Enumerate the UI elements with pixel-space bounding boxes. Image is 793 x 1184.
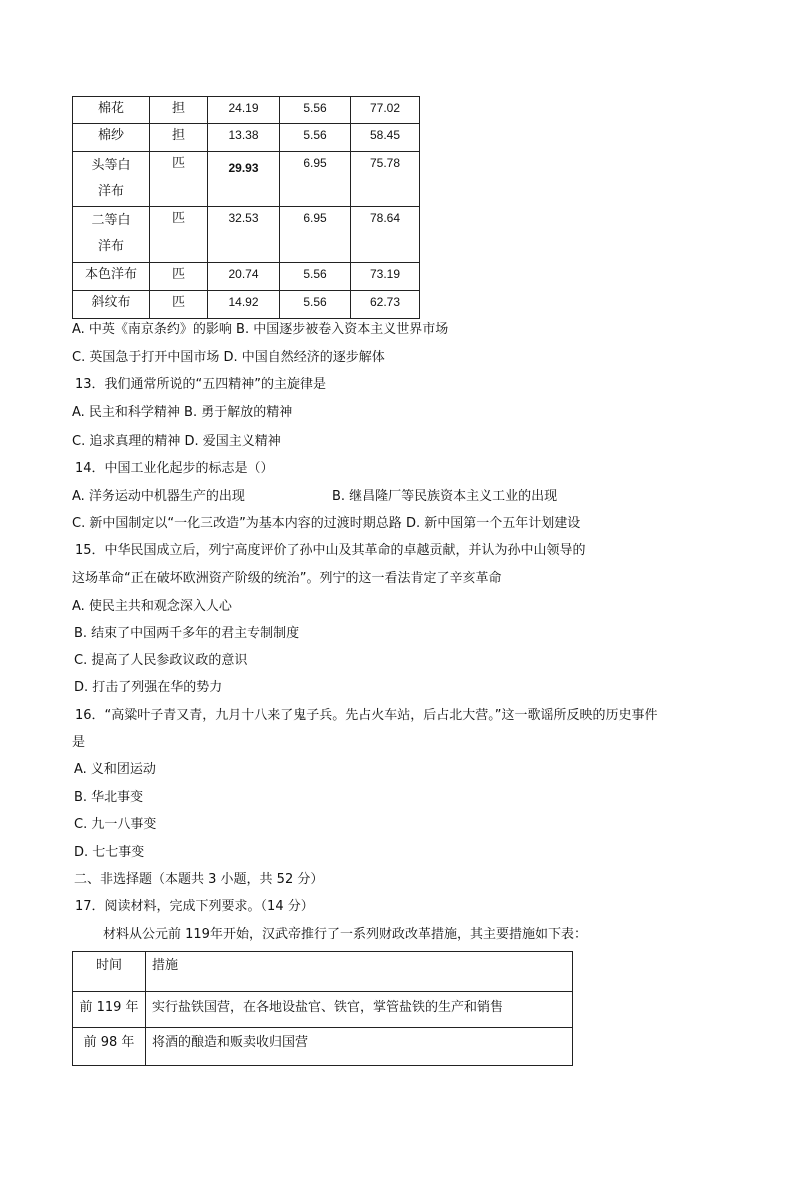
q16-option-b: B. 华北事变 [74, 790, 144, 805]
value-cell: 20.74 [208, 263, 280, 291]
q14-stem: 14．中国工业化起步的标志是（） [75, 461, 274, 476]
item-unit: 匹 [150, 291, 208, 319]
q13-options-ab: A. 民主和科学精神 B. 勇于解放的精神 [72, 405, 293, 420]
item-name-line: 头等白 [91, 158, 131, 173]
q15-option-d: D. 打击了列强在华的势力 [74, 680, 223, 695]
value-cell: 5.56 [280, 291, 351, 319]
q16-option-a: A. 义和团运动 [74, 762, 156, 777]
item-name [73, 97, 150, 124]
value-cell: 14.92 [208, 291, 280, 319]
q15-option-a: A. 使民主共和观念深入人心 [72, 599, 232, 614]
item-name [73, 152, 150, 207]
item-unit: 担 [150, 97, 208, 124]
item-name-text: 斜纹布 [91, 295, 131, 310]
value-cell: 5.56 [280, 97, 351, 124]
q13-stem: 13．我们通常所说的“五四精神”的主旋律是 [75, 377, 327, 392]
value-cell: 58.45 [351, 124, 420, 152]
time-cell: 前 98 年 [73, 1028, 146, 1066]
item-name-text: 棉纱 [97, 128, 124, 143]
item-unit: 匹 [150, 207, 208, 263]
price-table [72, 96, 420, 319]
q17-stem: 17．阅读材料，完成下列要求。（14 分） [75, 899, 314, 914]
q17-material: 材料从公元前 119年开始，汉武帝推行了一系列财政改革措施，其主要措施如下表： [103, 927, 587, 942]
table-row [73, 291, 420, 319]
q16-option-d: D. 七七事变 [74, 845, 145, 860]
item-name-text: 本色洋布 [84, 267, 137, 282]
header-time: 时间 [73, 952, 146, 992]
q16-option-c: C. 九一八事变 [74, 817, 157, 832]
value-cell: 24.19 [208, 97, 280, 124]
q12-options-cd: C. 英国急于打开中国市场 D. 中国自然经济的逐步解体 [72, 350, 385, 365]
table-row [73, 1028, 573, 1066]
table-row [73, 207, 420, 263]
value-cell: 62.73 [351, 291, 420, 319]
table-row [73, 263, 420, 291]
table-header-row [73, 952, 573, 992]
value-cell: 5.56 [280, 263, 351, 291]
q15-stem-line2: 这场革命“正在破坏欧洲资产阶级的统治”。列宁的这一看法肯定了辛亥革命 [72, 571, 502, 586]
measure-cell: 实行盐铁国营，在各地设盐官、铁官，掌管盐铁的生产和销售 [146, 992, 573, 1028]
item-name [73, 263, 150, 291]
q16-stem-line1 [75, 707, 658, 725]
measures-table [72, 951, 573, 1066]
value-cell: 29.93 [208, 152, 280, 207]
value-cell: 6.95 [280, 152, 351, 207]
value-cell: 78.64 [351, 207, 420, 263]
q16-number: 16． [75, 708, 105, 723]
q16-stem-line2: 是 [72, 735, 86, 750]
time-cell: 前 119 年 [73, 992, 146, 1028]
item-name [73, 291, 150, 319]
value-cell: 5.56 [280, 124, 351, 152]
q16-quote: “高粱叶子青又青，九月十八来了鬼子兵。先占火车站，后占北大营。” [104, 708, 502, 723]
value-cell: 73.19 [351, 263, 420, 291]
q15-option-b: B. 结束了中国两千多年的君主专制制度 [74, 626, 300, 641]
section-heading: 二、非选择题（本题共 3 小题，共 52 分） [74, 872, 324, 887]
item-name [73, 207, 150, 263]
measure-cell: 将酒的酿造和贩卖收归国营 [146, 1028, 573, 1066]
item-name-text: 棉花 [97, 101, 124, 116]
q14-option-b: B. 继昌隆厂等民族资本主义工业的出现 [332, 489, 558, 504]
item-unit: 匹 [150, 152, 208, 207]
value-cell: 77.02 [351, 97, 420, 124]
table-row [73, 152, 420, 207]
table-row [73, 124, 420, 152]
table-row [73, 97, 420, 124]
value-cell: 6.95 [280, 207, 351, 263]
q12-options-ab: A. 中英《南京条约》的影响 B. 中国逐步被卷入资本主义世界市场 [72, 322, 449, 337]
value-cell: 75.78 [351, 152, 420, 207]
value-cell: 13.38 [208, 124, 280, 152]
q13-options-cd: C. 追求真理的精神 D. 爱国主义精神 [72, 434, 281, 449]
value-cell: 32.53 [208, 207, 280, 263]
q15-option-c: C. 提高了人民参政议政的意识 [74, 653, 248, 668]
q16-stem-rest: 这一歌谣所反映的历史事件 [501, 708, 658, 723]
item-name-line: 二等白 [91, 213, 131, 228]
item-name-line: 洋布 [97, 239, 124, 254]
item-name-line: 洋布 [97, 184, 124, 199]
q14-option-a: A. 洋务运动中机器生产的出现 [72, 489, 245, 504]
table-row [73, 992, 573, 1028]
item-unit: 担 [150, 124, 208, 152]
item-unit: 匹 [150, 263, 208, 291]
q14-options-cd: C. 新中国制定以“一化三改造”为基本内容的过渡时期总路 D. 新中国第一个五年计划建设 [72, 516, 581, 531]
q15-stem-line1: 15．中华民国成立后，列宁高度评价了孙中山及其革命的卓越贡献，并认为孙中山领导的 [75, 543, 586, 558]
header-measure: 措施 [146, 952, 573, 992]
item-name [73, 124, 150, 152]
